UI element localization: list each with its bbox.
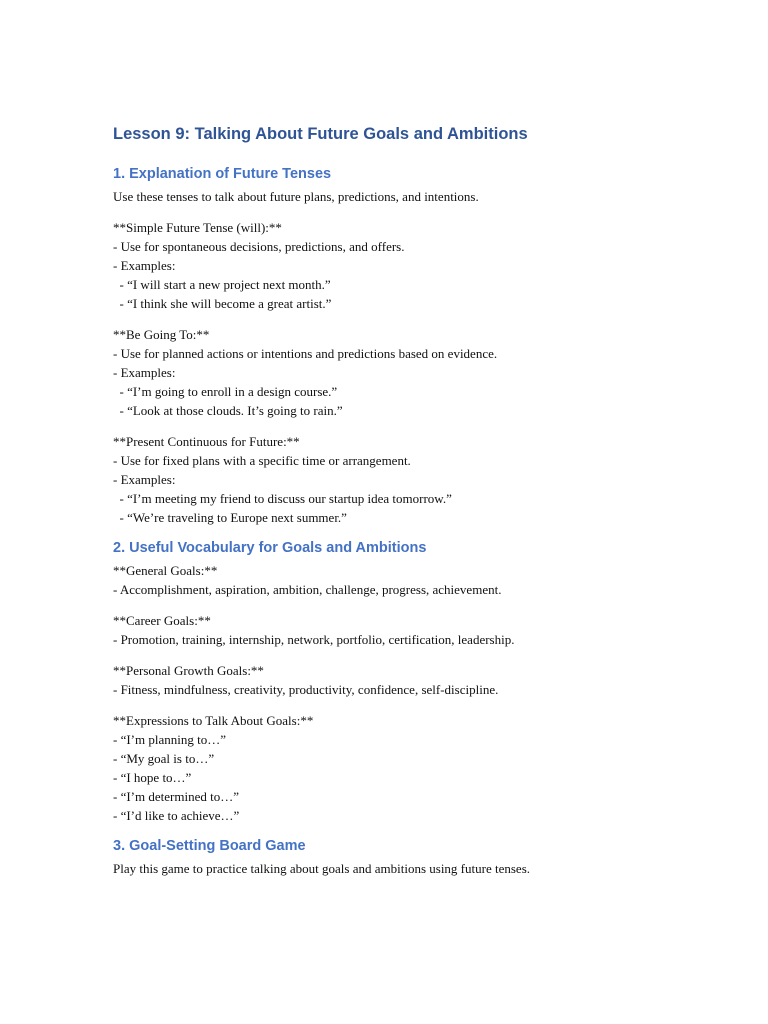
paragraph-line: **General Goals:** [113,563,218,578]
section-intro-board-game [113,859,713,878]
paragraph-line: **Present Continuous for Future:** [113,434,300,449]
paragraph-line: **Career Goals:** [113,613,211,628]
paragraph-line: - Examples: [113,258,176,273]
section-heading-future-tenses: 1. Explanation of Future Tenses [113,166,332,182]
paragraph-line: - “I’d like to achieve…” [113,808,240,823]
paragraph-line: **Expressions to Talk About Goals:** [113,713,314,728]
section-heading-vocabulary: 2. Useful Vocabulary for Goals and Ambitions [113,540,427,556]
paragraph-line: - “I hope to…” [113,770,192,785]
paragraph-line: - “Look at those clouds. It’s going to rain.” [113,403,343,418]
paragraph-line: - Examples: [113,472,176,487]
career-goals-block [113,611,713,649]
paragraph-line: - Accomplishment, aspiration, ambition, challenge, progress, achievement. [113,582,502,597]
section-heading-board-game: 3. Goal-Setting Board Game [113,838,306,854]
paragraph-line: - “We’re traveling to Europe next summer.” [113,510,347,525]
paragraph-line: Play this game to practice talking about goals and ambitions using future tenses. [113,861,530,876]
be-going-to-block [113,325,713,420]
expressions-block [113,711,713,825]
paragraph-line: - “I will start a new project next month.” [113,277,331,292]
paragraph-line: - “My goal is to…” [113,751,215,766]
paragraph-line: - “I think she will become a great artist.” [113,296,332,311]
paragraph-line: **Be Going To:** [113,327,210,342]
paragraph-line: - Examples: [113,365,176,380]
paragraph-line: - “I’m going to enroll in a design course.” [113,384,338,399]
lesson-title: Lesson 9: Talking About Future Goals and Ambitions [113,125,528,143]
paragraph-line: - “I’m meeting my friend to discuss our startup idea tomorrow.” [113,491,452,506]
section-intro-future-tenses [113,187,713,206]
paragraph-line: **Personal Growth Goals:** [113,663,264,678]
paragraph-line: Use these tenses to talk about future plans, predictions, and intentions. [113,189,479,204]
paragraph-line: - “I’m determined to…” [113,789,239,804]
paragraph-line: - Use for spontaneous decisions, predictions, and offers. [113,239,405,254]
personal-growth-block [113,661,713,699]
simple-future-block [113,218,713,313]
present-continuous-block [113,432,713,527]
paragraph-line: - Promotion, training, internship, network, portfolio, certification, leadership. [113,632,515,647]
paragraph-line: - Fitness, mindfulness, creativity, productivity, confidence, self-discipline. [113,682,499,697]
paragraph-line: - Use for planned actions or intentions and predictions based on evidence. [113,346,498,361]
general-goals-block [113,561,713,599]
paragraph-line: **Simple Future Tense (will):** [113,220,282,235]
document-page [113,122,713,890]
paragraph-line: - Use for fixed plans with a specific time or arrangement. [113,453,411,468]
paragraph-line: - “I’m planning to…” [113,732,226,747]
